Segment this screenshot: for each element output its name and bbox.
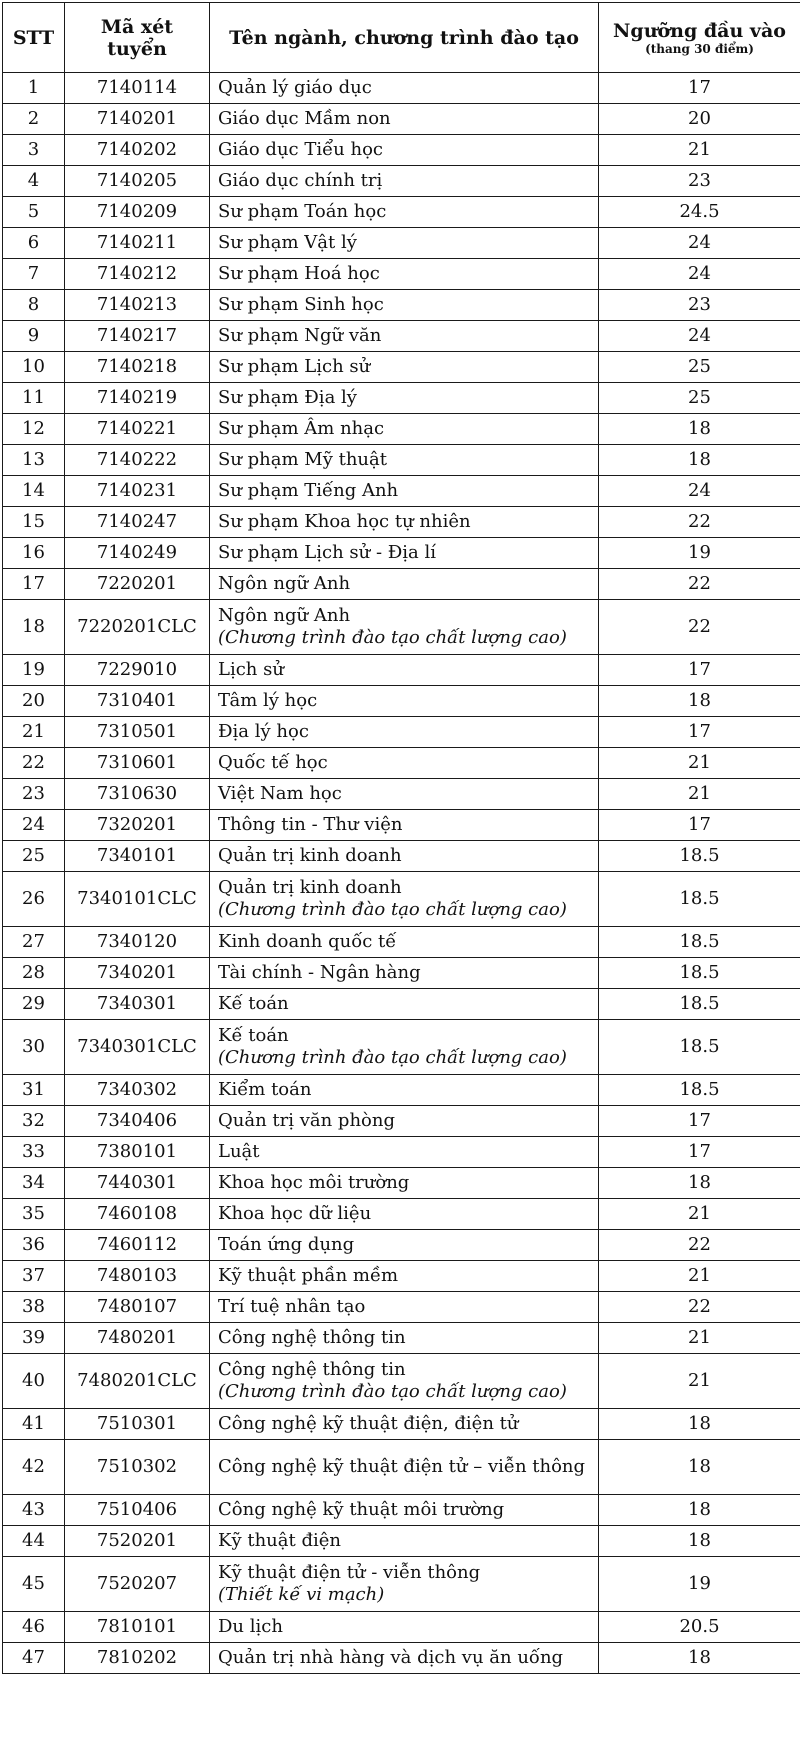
- row-code: 7310501: [65, 717, 210, 748]
- row-threshold: 18: [599, 445, 800, 476]
- row-code: 7340120: [65, 927, 210, 958]
- row-code: 7140247: [65, 507, 210, 538]
- row-threshold: 18: [599, 1526, 800, 1557]
- table-row: [3, 779, 800, 810]
- program-name: Khoa học dữ liệu: [218, 1203, 372, 1224]
- row-code: 7810202: [65, 1643, 210, 1674]
- row-code: 7140212: [65, 259, 210, 290]
- row-program: [210, 166, 599, 197]
- row-program: [210, 1354, 599, 1409]
- row-stt: 26: [3, 872, 65, 927]
- row-threshold: 22: [599, 569, 800, 600]
- row-stt: 16: [3, 538, 65, 569]
- program-name: Sư phạm Âm nhạc: [218, 418, 385, 439]
- row-code: 7310401: [65, 686, 210, 717]
- row-code: 7520201: [65, 1526, 210, 1557]
- program-name: Sư phạm Toán học: [218, 201, 387, 222]
- row-code: 7140201: [65, 104, 210, 135]
- table-row: [3, 989, 800, 1020]
- row-code: 7460112: [65, 1230, 210, 1261]
- row-stt: 28: [3, 958, 65, 989]
- row-program: [210, 779, 599, 810]
- row-program: [210, 445, 599, 476]
- row-program: [210, 290, 599, 321]
- row-program: [210, 1526, 599, 1557]
- table-row: [3, 1495, 800, 1526]
- row-threshold: 22: [599, 600, 800, 655]
- table-row: [3, 166, 800, 197]
- row-threshold: 21: [599, 1199, 800, 1230]
- table-row: [3, 841, 800, 872]
- row-threshold: 18: [599, 1168, 800, 1199]
- row-code: 7480103: [65, 1261, 210, 1292]
- header-score-scale: (thang 30 điểm): [645, 41, 754, 56]
- table-row: [3, 1075, 800, 1106]
- table-row: [3, 1557, 800, 1612]
- program-name: Tài chính - Ngân hàng: [218, 962, 421, 983]
- program-note: (Chương trình đào tạo chất lượng cao): [218, 1381, 567, 1402]
- table-row: [3, 872, 800, 927]
- row-stt: 35: [3, 1199, 65, 1230]
- row-code: 7340101: [65, 841, 210, 872]
- table-row: [3, 1106, 800, 1137]
- program-name: Quốc tế học: [218, 752, 328, 773]
- row-code: 7480201: [65, 1323, 210, 1354]
- table-row: [3, 748, 800, 779]
- row-threshold: 19: [599, 538, 800, 569]
- row-program: [210, 383, 599, 414]
- program-name: Ngôn ngữ Anh: [218, 573, 351, 594]
- header-code: Mã xét tuyển: [65, 3, 210, 73]
- row-threshold: 24: [599, 228, 800, 259]
- row-threshold: 18: [599, 414, 800, 445]
- row-code: 7140114: [65, 73, 210, 104]
- row-stt: 44: [3, 1526, 65, 1557]
- row-threshold: 18: [599, 1643, 800, 1674]
- header-name: Tên ngành, chương trình đào tạo: [210, 3, 599, 73]
- row-threshold: 21: [599, 1261, 800, 1292]
- row-program: [210, 73, 599, 104]
- row-program: [210, 1137, 599, 1168]
- program-name: Công nghệ thông tin: [218, 1359, 406, 1380]
- row-stt: 17: [3, 569, 65, 600]
- row-code: 7140217: [65, 321, 210, 352]
- row-threshold: 21: [599, 135, 800, 166]
- program-name: Quản trị kinh doanh: [218, 845, 402, 866]
- program-name: Giáo dục Tiểu học: [218, 139, 384, 160]
- row-code: 7340301: [65, 989, 210, 1020]
- row-code: 7220201CLC: [65, 600, 210, 655]
- row-threshold: 23: [599, 290, 800, 321]
- program-name: Sư phạm Lịch sử - Địa lí: [218, 542, 436, 563]
- row-stt: 2: [3, 104, 65, 135]
- row-program: [210, 810, 599, 841]
- row-threshold: 24: [599, 321, 800, 352]
- row-stt: 9: [3, 321, 65, 352]
- row-stt: 20: [3, 686, 65, 717]
- row-stt: 39: [3, 1323, 65, 1354]
- row-code: 7380101: [65, 1137, 210, 1168]
- row-code: 7310630: [65, 779, 210, 810]
- row-code: 7140231: [65, 476, 210, 507]
- table-row: [3, 1354, 800, 1409]
- row-threshold: 17: [599, 655, 800, 686]
- row-threshold: 18: [599, 1409, 800, 1440]
- row-stt: 11: [3, 383, 65, 414]
- row-code: 7510301: [65, 1409, 210, 1440]
- row-program: [210, 569, 599, 600]
- table-body: [3, 73, 800, 1674]
- row-threshold: 24: [599, 476, 800, 507]
- row-code: 7340101CLC: [65, 872, 210, 927]
- table-row: [3, 383, 800, 414]
- row-threshold: 22: [599, 1230, 800, 1261]
- row-program: [210, 655, 599, 686]
- program-note: (Chương trình đào tạo chất lượng cao): [218, 627, 567, 648]
- row-stt: 13: [3, 445, 65, 476]
- row-program: [210, 1261, 599, 1292]
- row-code: 7220201: [65, 569, 210, 600]
- row-threshold: 25: [599, 352, 800, 383]
- row-program: [210, 259, 599, 290]
- program-name: Sư phạm Lịch sử: [218, 356, 371, 377]
- row-threshold: 23: [599, 166, 800, 197]
- table-row: [3, 476, 800, 507]
- row-stt: 36: [3, 1230, 65, 1261]
- program-name: Ngôn ngữ Anh: [218, 605, 351, 626]
- row-threshold: 18.5: [599, 872, 800, 927]
- program-name: Giáo dục Mầm non: [218, 108, 391, 129]
- row-threshold: 18.5: [599, 958, 800, 989]
- program-name: Công nghệ kỹ thuật điện, điện tử: [218, 1413, 519, 1434]
- row-stt: 4: [3, 166, 65, 197]
- program-name: Công nghệ thông tin: [218, 1327, 406, 1348]
- row-threshold: 18.5: [599, 927, 800, 958]
- program-name: Khoa học môi trường: [218, 1172, 410, 1193]
- row-stt: 42: [3, 1440, 65, 1495]
- program-name: Quản trị nhà hàng và dịch vụ ăn uống: [218, 1647, 564, 1668]
- row-program: [210, 989, 599, 1020]
- row-stt: 24: [3, 810, 65, 841]
- row-threshold: 17: [599, 1137, 800, 1168]
- program-name: Tâm lý học: [218, 690, 318, 711]
- row-threshold: 17: [599, 717, 800, 748]
- row-stt: 46: [3, 1612, 65, 1643]
- row-code: 7140211: [65, 228, 210, 259]
- row-program: [210, 1440, 599, 1495]
- admission-threshold-table: [2, 2, 800, 1674]
- row-program: [210, 600, 599, 655]
- row-stt: 27: [3, 927, 65, 958]
- program-name: Sư phạm Mỹ thuật: [218, 449, 387, 470]
- row-threshold: 18: [599, 686, 800, 717]
- program-name: Giáo dục chính trị: [218, 170, 383, 191]
- program-note: (Chương trình đào tạo chất lượng cao): [218, 1047, 567, 1068]
- program-name: Kỹ thuật điện: [218, 1530, 341, 1551]
- row-program: [210, 927, 599, 958]
- row-code: 7340302: [65, 1075, 210, 1106]
- row-program: [210, 228, 599, 259]
- row-code: 7810101: [65, 1612, 210, 1643]
- row-code: 7140219: [65, 383, 210, 414]
- program-name: Kỹ thuật điện tử - viễn thông: [218, 1562, 481, 1583]
- row-program: [210, 717, 599, 748]
- row-stt: 23: [3, 779, 65, 810]
- table-row: [3, 569, 800, 600]
- row-stt: 41: [3, 1409, 65, 1440]
- program-name: Công nghệ kỹ thuật điện tử – viễn thông: [218, 1456, 586, 1477]
- row-stt: 32: [3, 1106, 65, 1137]
- program-name: Sư phạm Sinh học: [218, 294, 384, 315]
- row-stt: 18: [3, 600, 65, 655]
- row-program: [210, 872, 599, 927]
- table-row: [3, 73, 800, 104]
- row-program: [210, 1495, 599, 1526]
- row-program: [210, 1199, 599, 1230]
- row-program: [210, 1323, 599, 1354]
- row-program: [210, 1643, 599, 1674]
- table-row: [3, 414, 800, 445]
- row-code: 7510302: [65, 1440, 210, 1495]
- row-stt: 38: [3, 1292, 65, 1323]
- table-row: [3, 104, 800, 135]
- row-program: [210, 1612, 599, 1643]
- row-program: [210, 1292, 599, 1323]
- row-stt: 21: [3, 717, 65, 748]
- program-name: Kỹ thuật phần mềm: [218, 1265, 399, 1286]
- row-code: 7140202: [65, 135, 210, 166]
- table-row: [3, 1168, 800, 1199]
- row-code: 7440301: [65, 1168, 210, 1199]
- row-program: [210, 1075, 599, 1106]
- table-row: [3, 538, 800, 569]
- row-program: [210, 104, 599, 135]
- row-threshold: 20: [599, 104, 800, 135]
- row-code: 7140218: [65, 352, 210, 383]
- program-note: (Chương trình đào tạo chất lượng cao): [218, 899, 567, 920]
- table-row: [3, 1020, 800, 1075]
- program-name: Quản trị văn phòng: [218, 1110, 395, 1131]
- program-name: Sư phạm Địa lý: [218, 387, 357, 408]
- row-threshold: 21: [599, 748, 800, 779]
- row-threshold: 24: [599, 259, 800, 290]
- row-program: [210, 321, 599, 352]
- row-code: 7340406: [65, 1106, 210, 1137]
- row-stt: 22: [3, 748, 65, 779]
- program-name: Lịch sử: [218, 659, 284, 680]
- table-header: [3, 3, 800, 73]
- row-program: [210, 1020, 599, 1075]
- program-name: Kế toán: [218, 993, 289, 1014]
- row-stt: 19: [3, 655, 65, 686]
- row-code: 7310601: [65, 748, 210, 779]
- table-row: [3, 1261, 800, 1292]
- row-code: 7340301CLC: [65, 1020, 210, 1075]
- row-stt: 14: [3, 476, 65, 507]
- row-code: 7320201: [65, 810, 210, 841]
- table-row: [3, 927, 800, 958]
- table-row: [3, 445, 800, 476]
- row-program: [210, 958, 599, 989]
- row-threshold: 18: [599, 1440, 800, 1495]
- row-program: [210, 414, 599, 445]
- table-row: [3, 1643, 800, 1674]
- table-row: [3, 352, 800, 383]
- program-name: Quản lý giáo dục: [218, 77, 372, 98]
- row-program: [210, 1168, 599, 1199]
- program-name: Sư phạm Ngữ văn: [218, 325, 382, 346]
- program-note: (Thiết kế vi mạch): [218, 1584, 385, 1605]
- program-name: Sư phạm Vật lý: [218, 232, 357, 253]
- table-row: [3, 1292, 800, 1323]
- program-name: Địa lý học: [218, 721, 309, 742]
- table-row: [3, 135, 800, 166]
- table-row: [3, 1230, 800, 1261]
- row-stt: 34: [3, 1168, 65, 1199]
- program-name: Sư phạm Khoa học tự nhiên: [218, 511, 471, 532]
- table-row: [3, 686, 800, 717]
- row-code: 7480107: [65, 1292, 210, 1323]
- row-threshold: 21: [599, 1323, 800, 1354]
- row-threshold: 17: [599, 73, 800, 104]
- row-threshold: 17: [599, 810, 800, 841]
- table-row: [3, 197, 800, 228]
- row-program: [210, 538, 599, 569]
- row-threshold: 21: [599, 779, 800, 810]
- row-threshold: 19: [599, 1557, 800, 1612]
- program-name: Việt Nam học: [218, 783, 342, 804]
- row-stt: 5: [3, 197, 65, 228]
- program-name: Trí tuệ nhân tạo: [218, 1296, 366, 1317]
- program-name: Kinh doanh quốc tế: [218, 931, 397, 952]
- program-name: Kiểm toán: [218, 1079, 312, 1100]
- row-program: [210, 1230, 599, 1261]
- row-stt: 12: [3, 414, 65, 445]
- row-program: [210, 476, 599, 507]
- row-code: 7140249: [65, 538, 210, 569]
- row-stt: 25: [3, 841, 65, 872]
- table-row: [3, 717, 800, 748]
- row-code: 7229010: [65, 655, 210, 686]
- row-program: [210, 686, 599, 717]
- program-name: Sư phạm Hoá học: [218, 263, 380, 284]
- table-row: [3, 655, 800, 686]
- program-name: Thông tin - Thư viện: [218, 814, 403, 835]
- row-stt: 43: [3, 1495, 65, 1526]
- table-row: [3, 321, 800, 352]
- row-program: [210, 1409, 599, 1440]
- row-stt: 7: [3, 259, 65, 290]
- row-threshold: 24.5: [599, 197, 800, 228]
- row-program: [210, 197, 599, 228]
- row-threshold: 20.5: [599, 1612, 800, 1643]
- table-row: [3, 228, 800, 259]
- row-threshold: 21: [599, 1354, 800, 1409]
- row-threshold: 18.5: [599, 841, 800, 872]
- program-name: Sư phạm Tiếng Anh: [218, 480, 399, 501]
- row-program: [210, 1106, 599, 1137]
- row-stt: 1: [3, 73, 65, 104]
- row-stt: 10: [3, 352, 65, 383]
- row-program: [210, 352, 599, 383]
- row-code: 7140205: [65, 166, 210, 197]
- table-row: [3, 1199, 800, 1230]
- row-threshold: 18: [599, 1495, 800, 1526]
- row-stt: 40: [3, 1354, 65, 1409]
- table-row: [3, 259, 800, 290]
- row-code: 7140221: [65, 414, 210, 445]
- table-row: [3, 1137, 800, 1168]
- row-threshold: 18.5: [599, 1020, 800, 1075]
- table-row: [3, 1612, 800, 1643]
- row-stt: 6: [3, 228, 65, 259]
- table-row: [3, 958, 800, 989]
- header-row: [3, 3, 800, 73]
- table-row: [3, 810, 800, 841]
- program-name: Quản trị kinh doanh: [218, 877, 402, 898]
- row-code: 7340201: [65, 958, 210, 989]
- row-threshold: 22: [599, 1292, 800, 1323]
- row-code: 7520207: [65, 1557, 210, 1612]
- row-stt: 30: [3, 1020, 65, 1075]
- row-program: [210, 1557, 599, 1612]
- row-threshold: 18.5: [599, 1075, 800, 1106]
- table-row: [3, 1526, 800, 1557]
- program-name: Toán ứng dụng: [218, 1234, 355, 1255]
- program-name: Du lịch: [218, 1616, 283, 1637]
- row-stt: 47: [3, 1643, 65, 1674]
- row-threshold: 18.5: [599, 989, 800, 1020]
- table-row: [3, 1440, 800, 1495]
- row-program: [210, 841, 599, 872]
- row-code: 7460108: [65, 1199, 210, 1230]
- row-stt: 15: [3, 507, 65, 538]
- row-code: 7140213: [65, 290, 210, 321]
- program-name: Công nghệ kỹ thuật môi trường: [218, 1499, 505, 1520]
- row-code: 7140209: [65, 197, 210, 228]
- row-threshold: 22: [599, 507, 800, 538]
- table-row: [3, 600, 800, 655]
- header-score: [599, 3, 800, 73]
- row-stt: 31: [3, 1075, 65, 1106]
- row-threshold: 25: [599, 383, 800, 414]
- row-stt: 3: [3, 135, 65, 166]
- table-row: [3, 1323, 800, 1354]
- row-stt: 29: [3, 989, 65, 1020]
- row-threshold: 17: [599, 1106, 800, 1137]
- row-stt: 45: [3, 1557, 65, 1612]
- row-code: 7510406: [65, 1495, 210, 1526]
- header-score-label: Ngưỡng đầu vào: [613, 19, 786, 42]
- program-name: Kế toán: [218, 1025, 289, 1046]
- row-code: 7140222: [65, 445, 210, 476]
- table-row: [3, 1409, 800, 1440]
- row-stt: 8: [3, 290, 65, 321]
- row-code: 7480201CLC: [65, 1354, 210, 1409]
- table-row: [3, 507, 800, 538]
- row-program: [210, 135, 599, 166]
- header-stt: STT: [3, 3, 65, 73]
- row-program: [210, 748, 599, 779]
- row-program: [210, 507, 599, 538]
- program-name: Luật: [218, 1141, 260, 1162]
- row-stt: 33: [3, 1137, 65, 1168]
- row-stt: 37: [3, 1261, 65, 1292]
- table-row: [3, 290, 800, 321]
